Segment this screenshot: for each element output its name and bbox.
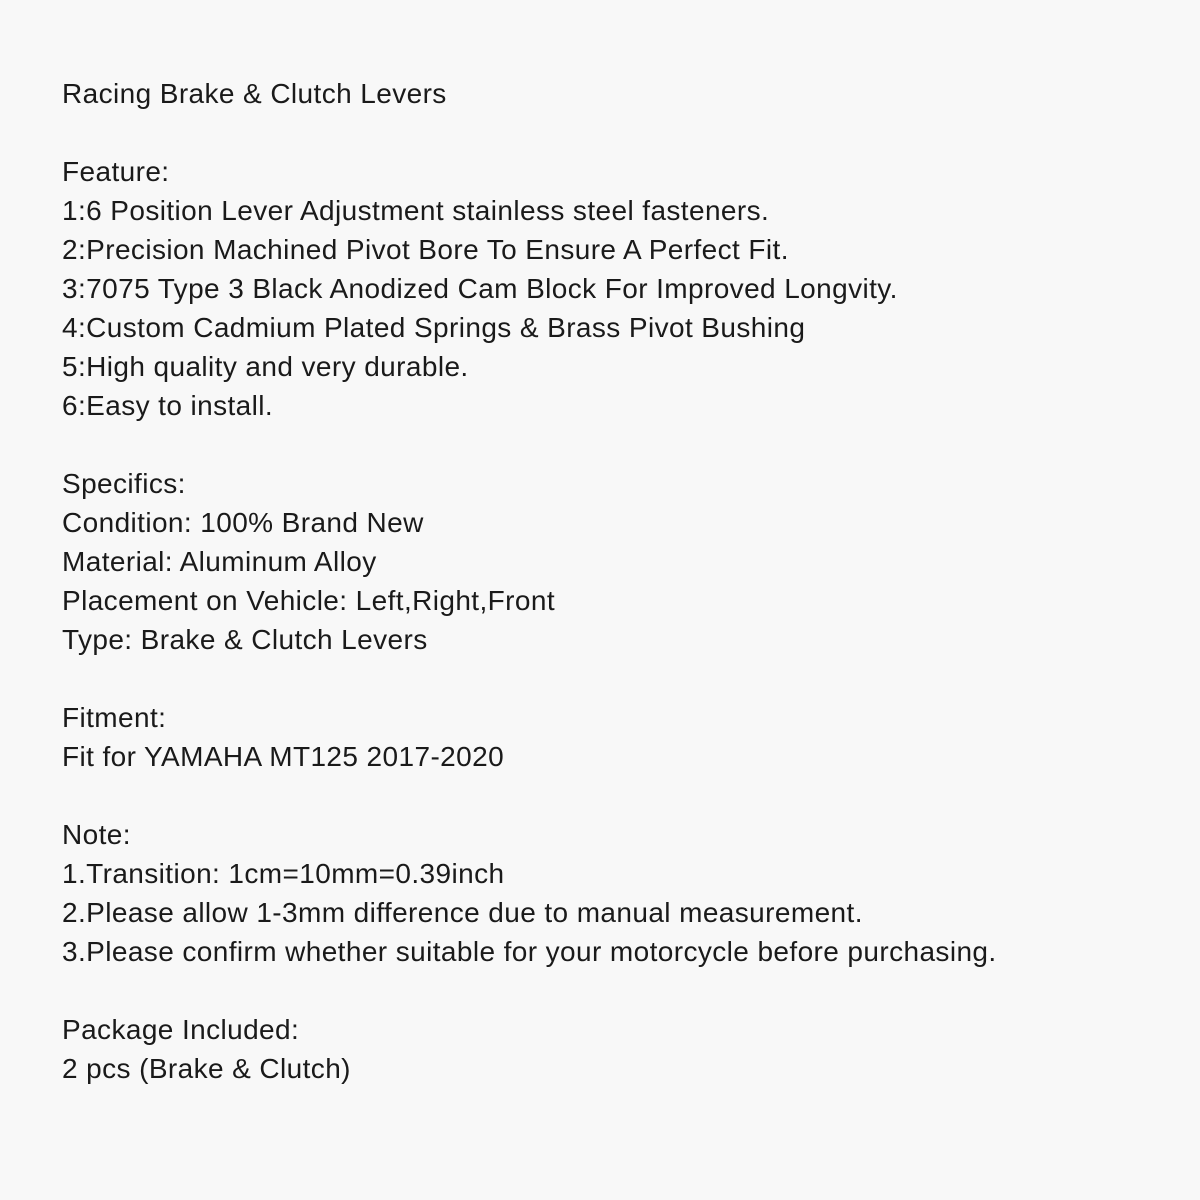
fitment-section	[62, 698, 1160, 776]
specifics-type: Type: Brake & Clutch Levers	[62, 624, 428, 655]
specifics-material: Material: Aluminum Alloy	[62, 546, 377, 577]
note-heading: Note:	[62, 819, 131, 850]
feature-item: 2:Precision Machined Pivot Bore To Ensure A Perfect Fit.	[62, 234, 789, 265]
fitment-item: Fit for YAMAHA MT125 2017-2020	[62, 741, 505, 772]
feature-item: 6:Easy to install.	[62, 390, 274, 421]
specifics-condition: Condition: 100% Brand New	[62, 507, 424, 538]
package-item: 2 pcs (Brake & Clutch)	[62, 1053, 351, 1084]
feature-heading: Feature:	[62, 156, 170, 187]
note-item: 1.Transition: 1cm=10mm=0.39inch	[62, 858, 505, 889]
product-title-block	[62, 74, 1160, 113]
feature-item: 5:High quality and very durable.	[62, 351, 469, 382]
product-title: Racing Brake & Clutch Levers	[62, 78, 447, 109]
specifics-heading: Specifics:	[62, 468, 186, 499]
note-item: 3.Please confirm whether suitable for your motorcycle before purchasing.	[62, 936, 997, 967]
fitment-heading: Fitment:	[62, 702, 167, 733]
specifics-section	[62, 464, 1160, 659]
package-heading: Package Included:	[62, 1014, 300, 1045]
specifics-placement: Placement on Vehicle: Left,Right,Front	[62, 585, 556, 616]
feature-item: 4:Custom Cadmium Plated Springs & Brass Pivot Bushing	[62, 312, 806, 343]
feature-item: 1:6 Position Lever Adjustment stainless steel fasteners.	[62, 195, 770, 226]
note-item: 2.Please allow 1-3mm difference due to manual measurement.	[62, 897, 863, 928]
feature-item: 3:7075 Type 3 Black Anodized Cam Block For Improved Longvity.	[62, 273, 898, 304]
note-section	[62, 815, 1160, 971]
feature-section	[62, 152, 1160, 425]
package-section	[62, 1010, 1160, 1088]
